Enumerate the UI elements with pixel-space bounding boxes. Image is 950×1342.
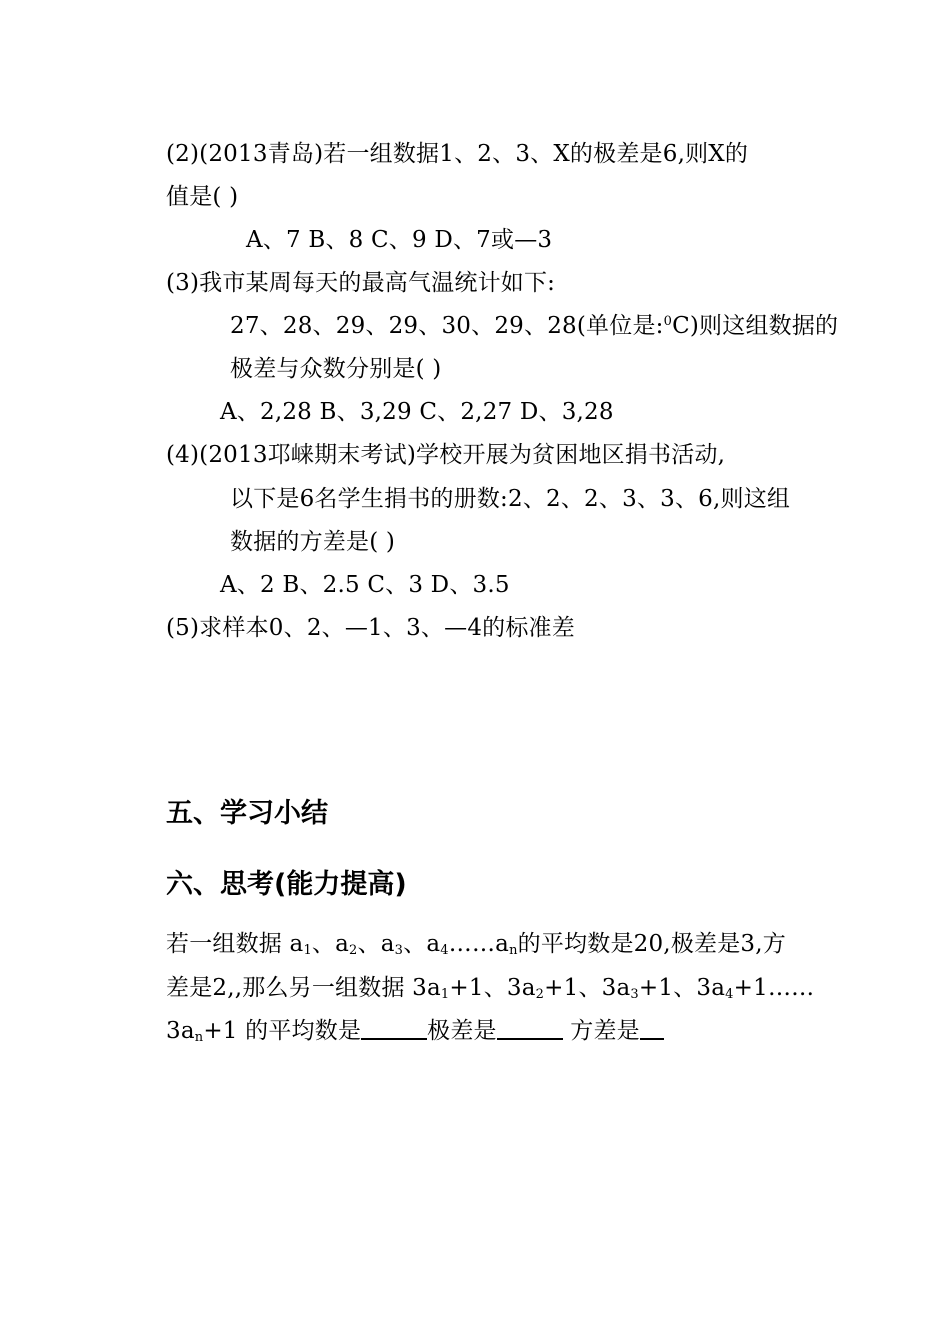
text-run: 的平均数是20,极差是3,方 — [517, 931, 786, 957]
range-answer-blank — [497, 1016, 563, 1040]
text-run: +1 的平均数是 — [203, 1018, 362, 1044]
q4-line2: 以下是6名学生捐书的册数:2、2、2、3、3、6,则这组 — [230, 486, 791, 512]
text-run: +1、3a — [638, 975, 726, 1001]
variance-answer-blank — [640, 1016, 664, 1040]
q5-line1: (5)求样本0、2、—1、3、—4的标准差 — [166, 615, 575, 641]
text-run: 、a — [311, 931, 350, 957]
subscript: n — [194, 1030, 204, 1045]
section6-para-line2 — [166, 973, 814, 1003]
text-run: 3a — [166, 1018, 195, 1044]
section6-para-line1 — [166, 929, 786, 959]
q3-line1: (3)我市某周每天的最高气温统计如下: — [166, 270, 556, 296]
q3-line2-post: C)则这组数据的 — [672, 313, 839, 339]
text-run: 极差是 — [427, 1018, 497, 1044]
mean-answer-blank — [361, 1016, 427, 1040]
subscript: 2 — [535, 987, 545, 1002]
subscript: 1 — [440, 987, 450, 1002]
subscript: 4 — [725, 987, 734, 1002]
q3-line2-pre: 27、28、29、29、30、29、28(单位是: — [230, 313, 664, 339]
subscript: 4 — [440, 943, 449, 958]
q4-line3: 数据的方差是( ) — [230, 529, 396, 555]
q4-options: A、2 B、2.5 C、3 D、3.5 — [220, 572, 510, 598]
q2-line1: (2)(2013青岛)若一组数据1、2、3、X的极差是6,则X的 — [166, 141, 749, 167]
subscript: 2 — [349, 943, 358, 958]
text-run: 方差是 — [562, 1018, 640, 1044]
text-run: +1…… — [733, 975, 815, 1001]
text-run: ……a — [448, 931, 510, 957]
subscript: 3 — [394, 943, 404, 958]
degree-superscript: 0 — [663, 314, 673, 329]
q3-options: A、2,28 B、3,29 C、2,27 D、3,28 — [220, 399, 614, 425]
text-run: 若一组数据 a — [166, 931, 304, 957]
q3-line3: 极差与众数分别是( ) — [230, 356, 442, 382]
text-run: 、a — [357, 931, 395, 957]
section6-title: 六、思考(能力提高) — [166, 869, 407, 900]
section5-title: 五、学习小结 — [166, 798, 328, 829]
q3-line2 — [230, 311, 838, 341]
text-run: +1、3a — [544, 975, 631, 1001]
section6-para-line3 — [166, 1016, 664, 1046]
text-run: 、a — [403, 931, 441, 957]
text-run: 差是2,,那么另一组数据 3a — [166, 975, 441, 1001]
text-run: +1、3a — [449, 975, 536, 1001]
subscript: n — [509, 943, 518, 958]
subscript: 1 — [303, 943, 312, 958]
q2-options: A、7 B、8 C、9 D、7或—3 — [246, 227, 553, 253]
subscript: 3 — [630, 987, 639, 1002]
q2-line2: 值是( ) — [166, 184, 239, 210]
q4-line1: (4)(2013邛崃期末考试)学校开展为贫困地区捐书活动, — [166, 442, 726, 468]
